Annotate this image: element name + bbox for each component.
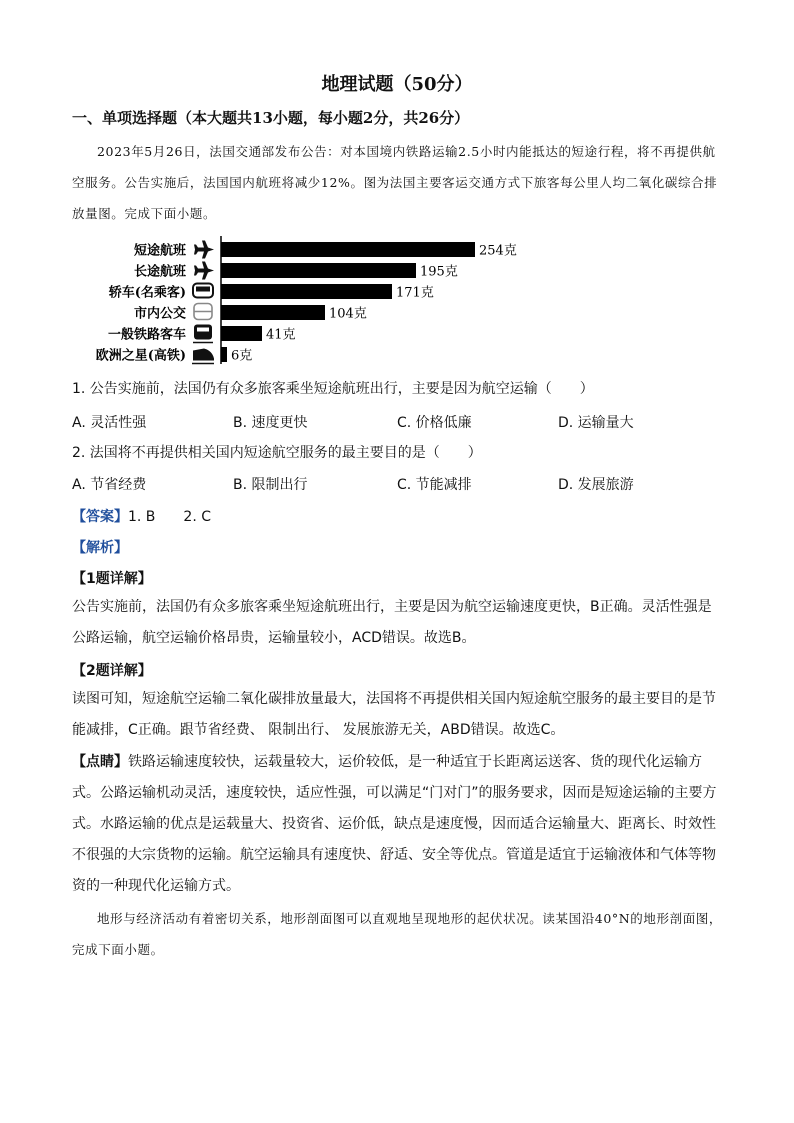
category-label: 一般铁路客车 <box>107 327 186 343</box>
value-label: 6克 <box>231 348 253 364</box>
q2-detail-text: 读图可知，短途航空运输二氧化碳排放量最大，法国将不再提供相关国内短途航空服务的最主要目的是节能减排，C正确。跟节省经费、 限制出行、 发展旅游无关，ABD错误。故选C。 <box>72 691 716 738</box>
page-title: 地理试题（50分） <box>321 74 473 95</box>
train-icon <box>193 325 213 343</box>
value-label: 171克 <box>396 285 434 301</box>
bar <box>221 242 475 257</box>
q2-option-c: C. 节能减排 <box>397 477 472 493</box>
q2-option-a: A. 节省经费 <box>72 477 147 493</box>
chart-svg <box>72 232 517 372</box>
q1-option-a: A. 灵活性强 <box>72 415 147 431</box>
next-intro-paragraph: 地形与经济活动有着密切关系，地形剖面图可以直观地呈现地形的起伏状况。读某国沿40°N的地形剖面图，完成下面小题。 <box>72 911 722 957</box>
q1-option-c: C. 价格低廉 <box>397 415 472 431</box>
bar <box>221 347 227 362</box>
section-heading: 一、单项选择题（本大题共13小题，每小题2分，共26分） <box>72 109 470 127</box>
answer-label: 【答案】 <box>72 509 128 525</box>
airplane-icon <box>194 241 214 259</box>
question-1: 1. 公告实施前，法国仍有众多旅客乘坐短途航班出行，主要是因为航空运输（ ） <box>72 381 594 397</box>
airplane-icon <box>194 262 214 280</box>
point-label: 【点睛】 <box>72 754 128 770</box>
bar <box>221 263 416 278</box>
bar <box>221 284 392 299</box>
q2-option-d: D. 发展旅游 <box>558 477 634 493</box>
value-label: 41克 <box>266 327 296 343</box>
category-label: 欧洲之星(高铁) <box>95 348 186 364</box>
category-label: 轿车(名乘客) <box>108 285 186 301</box>
category-label: 长途航班 <box>133 264 186 280</box>
point-paragraph <box>72 747 724 902</box>
value-label: 104克 <box>329 306 367 322</box>
category-label: 市内公交 <box>133 306 186 322</box>
bar <box>221 305 325 320</box>
answer-text: 1. B 2. C <box>128 509 211 525</box>
q1-option-b: B. 速度更快 <box>233 415 308 431</box>
analysis-label: 【解析】 <box>72 540 128 556</box>
value-label: 195克 <box>420 264 458 280</box>
category-label: 短途航班 <box>133 243 186 259</box>
q1-detail-label: 【1题详解】 <box>72 571 152 587</box>
value-label: 254克 <box>479 243 517 259</box>
bus-icon <box>194 304 212 320</box>
bar <box>221 326 262 341</box>
high-speed-train-icon <box>192 349 214 364</box>
intro-paragraph: 2023年5月26日，法国交通部发布公告：对本国境内铁路运输2.5小时内能抵达的短途行程，将不再提供航空服务。公告实施后，法国国内航班将减少12%。图为法国主要客运交通方式下旅客每公里人均二氧化碳综合排放量图。完成下面小题。 <box>72 144 718 221</box>
question-2: 2. 法国将不再提供相关国内短途航空服务的最主要目的是（ ） <box>72 445 482 461</box>
answer-line <box>72 506 211 526</box>
emission-bar-chart <box>72 232 517 372</box>
q2-detail-label: 【2题详解】 <box>72 663 152 679</box>
q1-option-d: D. 运输量大 <box>558 415 634 431</box>
q2-option-b: B. 限制出行 <box>233 477 308 493</box>
car-icon <box>193 284 213 298</box>
point-text: 铁路运输速度较快，运载量较大，运价较低，是一种适宜于长距离运送客、货的现代化运输方式。公路运输机动灵活，速度较快，适应性强，可以满足“门对门”的服务要求，因而是短途运输的主要方式。水路运输的优点是运载量大、投资省、运价低，缺点是速度慢，因而适合运输量大、距离长、时效性不很强的大宗货物的运输。航空运输具有速度快、舒适、安全等优点。管道是适宜于运输液体和气体等物资的一种现代化运输方式。 <box>72 754 717 894</box>
q1-detail-text: 公告实施前，法国仍有众多旅客乘坐短途航班出行，主要是因为航空运输速度更快，B正确。灵活性强是公路运输，航空运输价格昂贵，运输量较小，ACD错误。故选B。 <box>72 599 712 646</box>
